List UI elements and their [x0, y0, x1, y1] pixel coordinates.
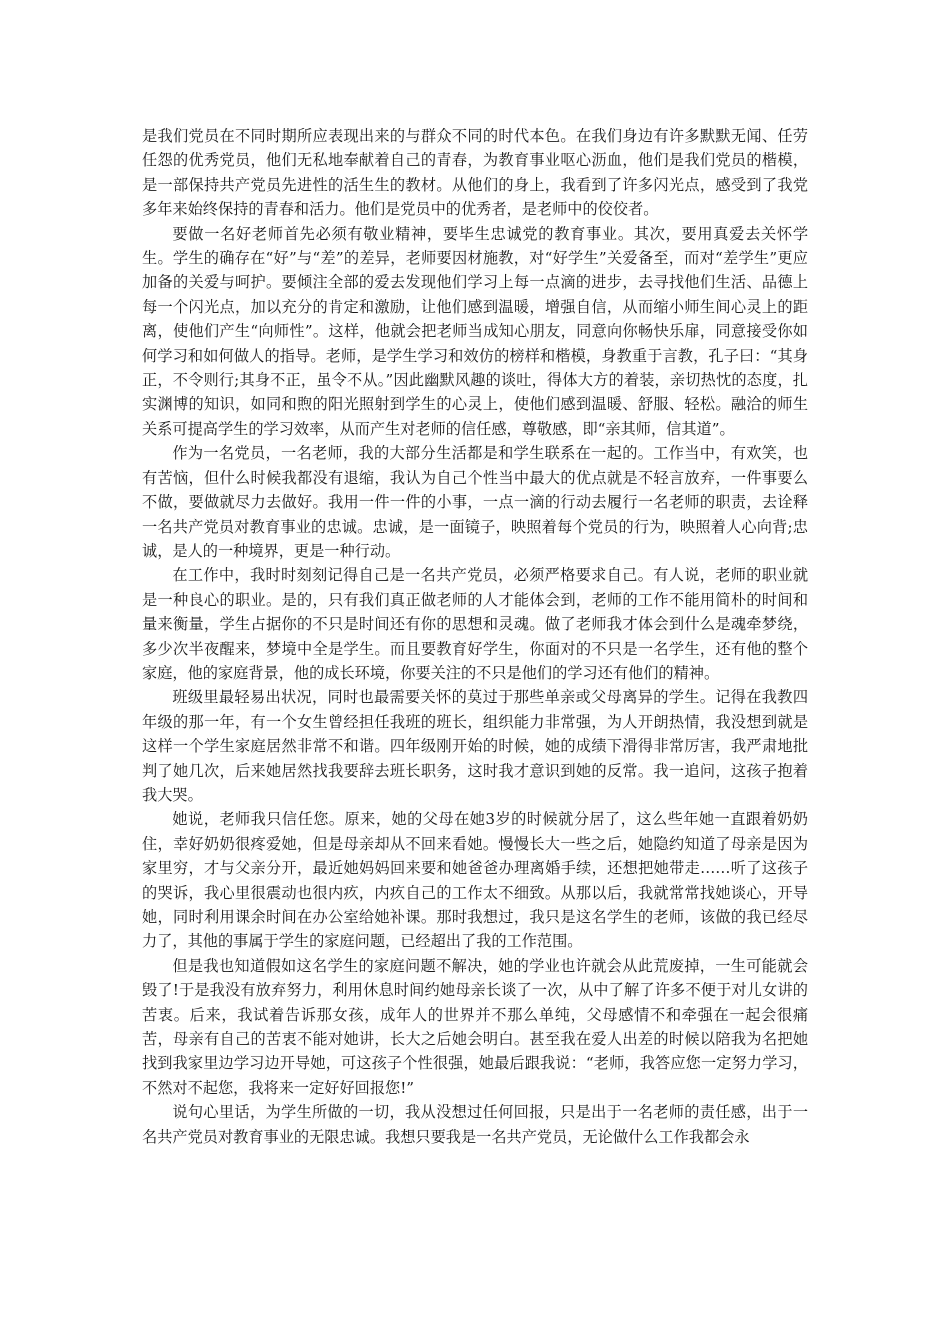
paragraph-2: 要做一名好老师首先必须有敬业精神，要毕生忠诚党的教育事业。其次，要用真爱去关怀学生。学生的确存在“好”与“差”的差异，老师要因材施教，对“好学生”关爱备至，而对“差学生”更应加备的关爱与呵护。要倾注全部的爱去发现他们学习上每一点滴的进步，去寻找他们生活、品德上每一个闪光点，加以充分的肯定和激励，让他们感到温暖，增强自信，从而缩小师生间心灵上的距离，使他们产生“向师性”。这样，他就会把老师当成知心朋友，同意向你畅快乐扉，同意接受你如何学习和如何做人的指导。老师，是学生学习和效仿的榜样和楷模，身教重于言教，孔子曰：“其身正，不令则行;其身不正，虽令不从。”因此幽默风趣的谈吐，得体大方的着装，亲切热忱的态度，扎实渊博的知识，如同和煦的阳光照射到学生的心灵上，使他们感到温暖、舒服、轻松。融洽的师生关系可提高学生的学习效率，从而产生对老师的信任感，尊敬感，即“亲其师，信其道”。 [142, 224, 808, 438]
paragraph-8: 说句心里话，为学生所做的一切，我从没想过任何回报，只是出于一名老师的责任感，出于一名共产党员对教育事业的无限忠诚。我想只要我是一名共产党员，无论做什么工作我都会永 [142, 1103, 808, 1146]
paragraph-6: 她说，老师我只信任您。原来，她的父母在她3岁的时候就分居了，这么些年她一直跟着奶奶住，幸好奶奶很疼爱她，但是母亲却从不回来看她。慢慢长大一些之后，她隐约知道了母亲是因为家里穷，才与父亲分开，最近她妈妈回来要和她爸爸办理离婚手续，还想把她带走……听了这孩子的哭诉，我心里很震动也很内疚，内疚自己的工作太不细致。从那以后，我就常常找她谈心，开导她，同时利用课余时间在办公室给她补课。那时我想过，我只是这名学生的老师，该做的我已经尽力了，其他的事属于学生的家庭问题，已经超出了我的工作范围。 [142, 810, 808, 951]
paragraph-4: 在工作中，我时时刻刻记得自己是一名共产党员，必须严格要求自己。有人说，老师的职业就是一种良心的职业。是的，只有我们真正做老师的人才能体会到，老师的工作不能用简朴的时间和量来衡量，学生占据你的不只是时间还有你的思想和灵魂。做了老师我才体会到什么是魂牵梦绕，多少次半夜醒来，梦境中全是学生。而且要教育好学生，你面对的不只是一名学生，还有他的整个家庭，他的家庭背景，他的成长环境，你要关注的不只是他们的学习还有他们的精神。 [142, 566, 808, 682]
document-body [142, 124, 808, 1149]
paragraph-3: 作为一名党员，一名老师，我的大部分生活都是和学生联系在一起的。工作当中，有欢笑，也有苦恼，但什么时候我都没有退缩，我认为自己个性当中最大的优点就是不轻言放弃，一件事要么不做，要做就尽力去做好。我用一件一件的小事，一点一滴的行动去履行一名老师的职责，去诠释一名共产党员对教育事业的忠诚。忠诚，是一面镜子，映照着每个党员的行为，映照着人心向背;忠诚，是人的一种境界，更是一种行动。 [142, 444, 808, 560]
paragraph-5: 班级里最轻易出状况，同时也最需要关怀的莫过于那些单亲或父母离异的学生。记得在我教四年级的那一年，有一个女生曾经担任我班的班长，组织能力非常强，为人开朗热情，我没想到就是这样一个学生家庭居然非常不和谐。四年级刚开始的时候，她的成绩下滑得非常厉害，我严肃地批判了她几次，后来她居然找我要辞去班长职务，这时我才意识到她的反常。我一追问，这孩子抱着我大哭。 [142, 688, 808, 804]
paragraph-7: 但是我也知道假如这名学生的家庭问题不解决，她的学业也许就会从此荒废掉，一生可能就会毁了!于是我没有放弃努力，利用休息时间约她母亲长谈了一次，从中了解了许多不便于对儿女讲的苦衷。后来，我试着告诉那女孩，成年人的世界并不那么单纯，父母感情不和牵强在一起会很痛苦，母亲有自己的苦衷不能对她讲，长大之后她会明白。甚至我在爱人出差的时候以陪我为名把她找到我家里边学习边开导她，可这孩子个性很强，她最后跟我说：“老师，我答应您一定努力学习，不然对不起您，我将来一定好好回报您!” [142, 956, 808, 1097]
paragraph-1: 是我们党员在不同时期所应表现出来的与群众不同的时代本色。在我们身边有许多默默无闻、任劳任怨的优秀党员，他们无私地奉献着自己的青春，为教育事业呕心沥血，他们是我们党员的楷模，是一部保持共产党员先进性的活生生的教材。从他们的身上，我看到了许多闪光点，感受到了我党多年来始终保持的青春和活力。他们是党员中的优秀者，是老师中的佼佼者。 [142, 127, 808, 219]
